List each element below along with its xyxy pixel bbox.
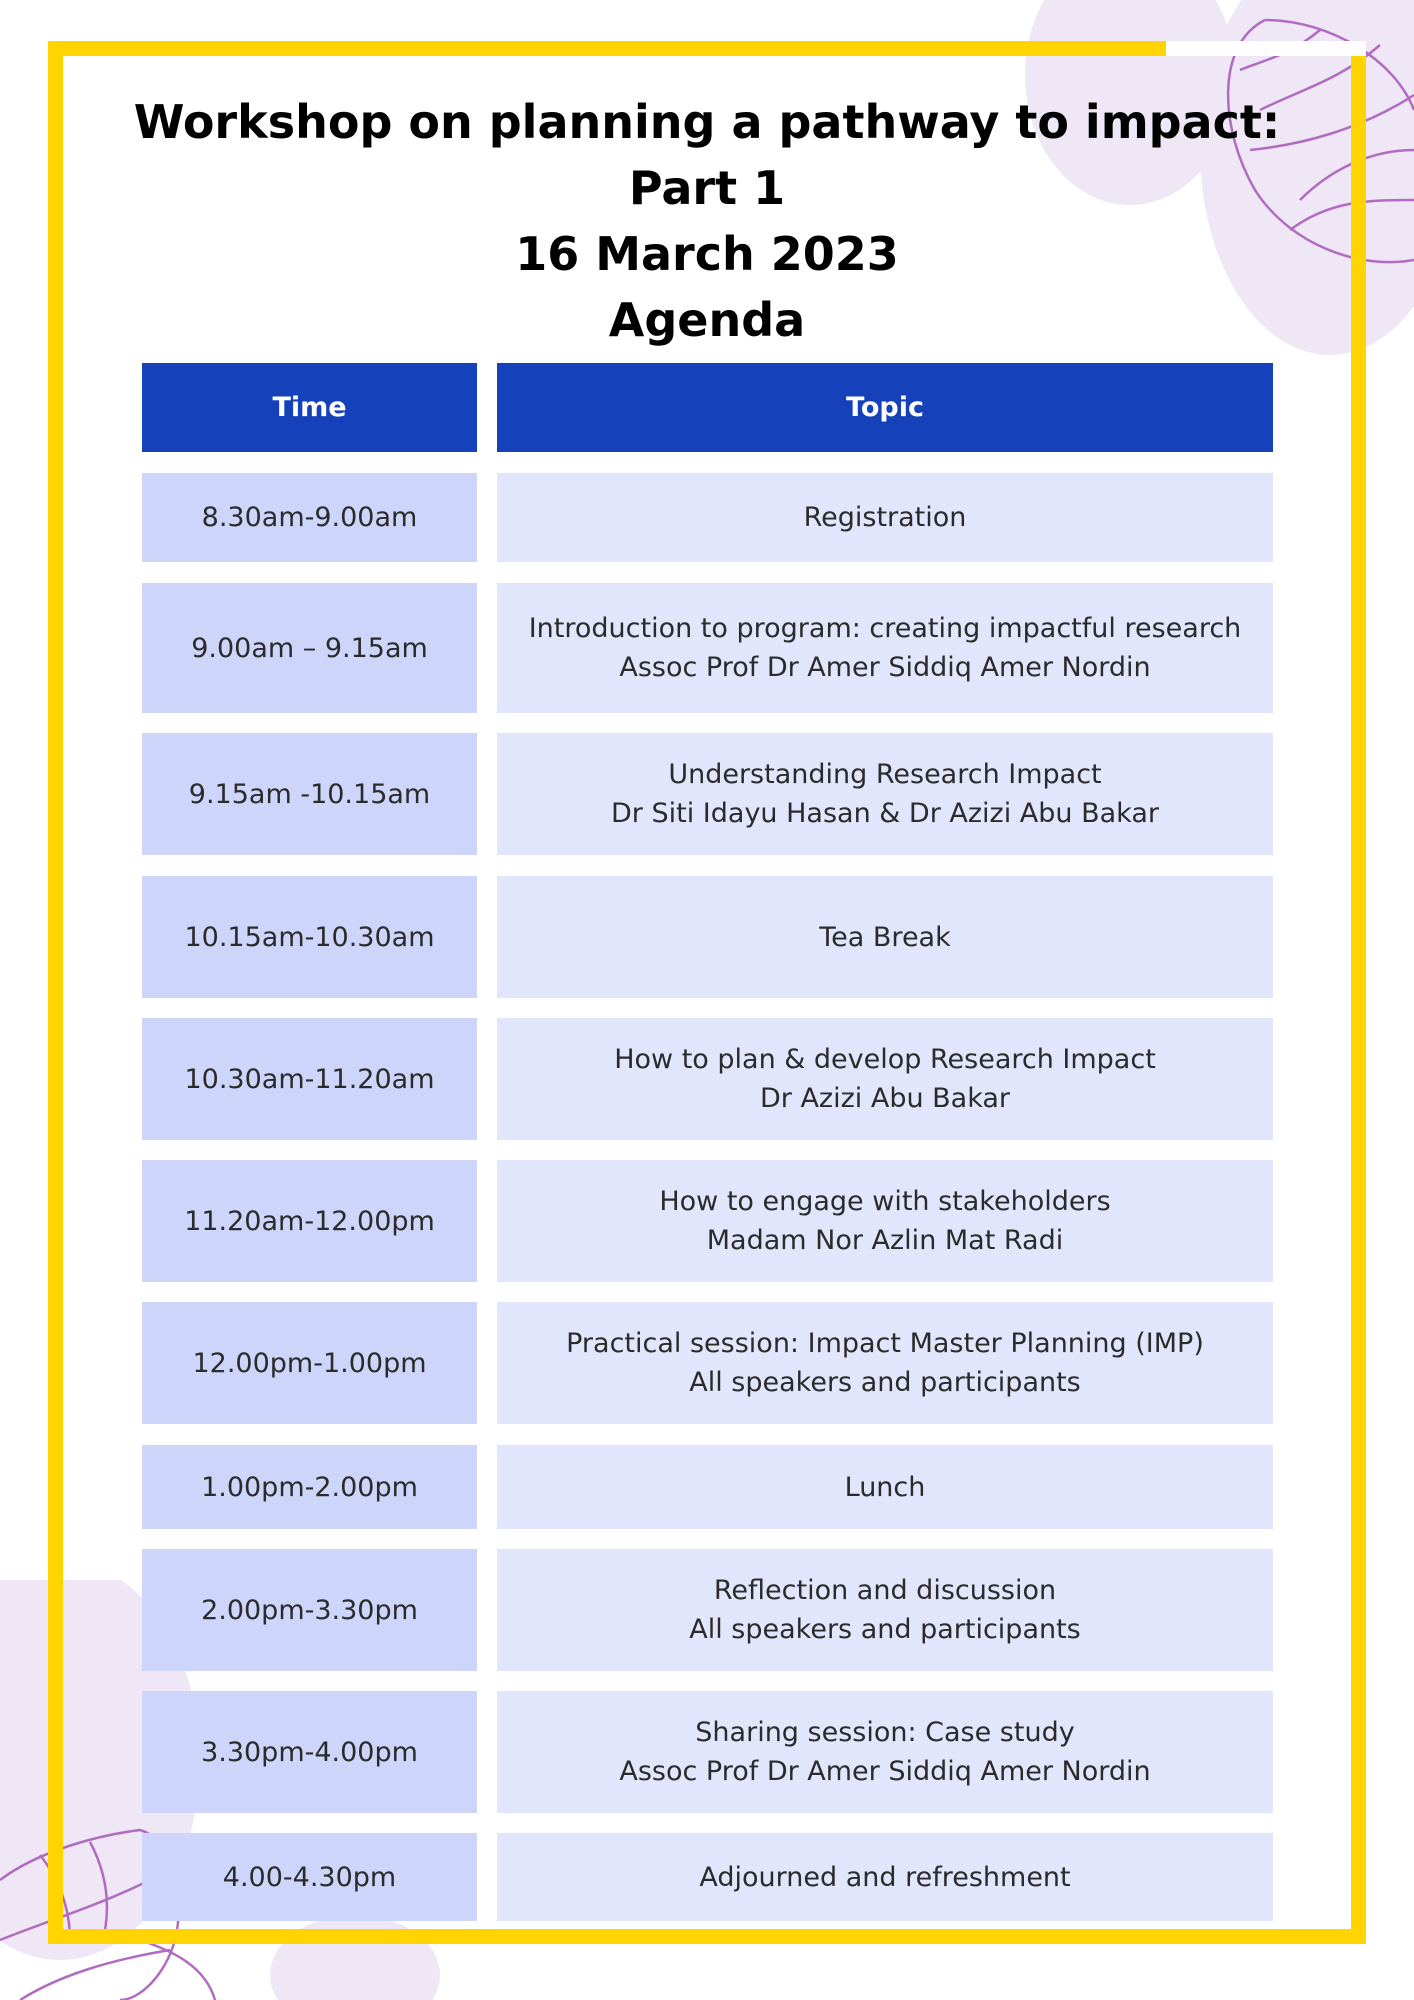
title-line-1: Workshop on planning a pathway to impact: (133, 95, 1281, 149)
topic-cell (497, 1018, 1273, 1140)
header-time (142, 363, 477, 452)
topic-text: Practical session: Impact Master Planning (IMP) (566, 1328, 1204, 1359)
time-cell (142, 1691, 477, 1813)
time-cell (142, 583, 477, 713)
time-cell (142, 876, 477, 998)
time-text: 2.00pm-3.30pm (201, 1594, 418, 1626)
time-text: 10.30am-11.20am (184, 1063, 435, 1095)
topic-cell (497, 876, 1273, 998)
header-time-label: Time (272, 392, 347, 423)
topic-cell (497, 1160, 1273, 1282)
time-cell (142, 1833, 477, 1921)
time-cell (142, 1445, 477, 1529)
topic-text: Registration (803, 502, 967, 533)
speaker-text: Assoc Prof Dr Amer Siddiq Amer Nordin (619, 652, 1151, 683)
time-cell (142, 1549, 477, 1671)
topic-cell (497, 1445, 1273, 1529)
topic-text: How to engage with stakeholders (659, 1186, 1111, 1217)
time-text: 12.00pm-1.00pm (192, 1347, 427, 1379)
topic-cell (497, 733, 1273, 855)
time-cell (142, 473, 477, 562)
frame-gap (1166, 41, 1366, 56)
page-title (0, 89, 1414, 353)
time-text: 3.30pm-4.00pm (201, 1736, 418, 1768)
topic-text: How to plan & develop Research Impact (614, 1044, 1156, 1075)
topic-text: Tea Break (819, 921, 951, 953)
speaker-text: Assoc Prof Dr Amer Siddiq Amer Nordin (619, 1756, 1151, 1787)
time-cell (142, 1302, 477, 1424)
topic-cell (497, 1833, 1273, 1921)
time-text: 11.20am-12.00pm (184, 1205, 435, 1237)
time-cell (142, 733, 477, 855)
time-text: 9.00am – 9.15am (191, 632, 428, 664)
speaker-text: Dr Azizi Abu Bakar (759, 1083, 1011, 1114)
topic-cell (497, 583, 1273, 713)
speaker-text: Madam Nor Azlin Mat Radi (706, 1225, 1064, 1256)
header-topic (497, 363, 1273, 452)
time-text: 9.15am -10.15am (188, 778, 431, 810)
title-line-3: 16 March 2023 (515, 227, 899, 281)
topic-text: Sharing session: Case study (695, 1717, 1075, 1748)
speaker-text: All speakers and participants (689, 1367, 1081, 1398)
speaker-text: Dr Siti Idayu Hasan & Dr Azizi Abu Bakar (611, 798, 1159, 829)
time-cell (142, 1160, 477, 1282)
topic-text: Lunch (844, 1471, 926, 1503)
header-topic-label: Topic (846, 392, 924, 423)
topic-cell (497, 473, 1273, 562)
topic-cell (497, 1691, 1273, 1813)
title-line-4: Agenda (608, 293, 806, 347)
topic-text: Understanding Research Impact (668, 759, 1102, 790)
topic-text: Adjourned and refreshment (699, 1861, 1071, 1893)
title-line-2: Part 1 (628, 161, 786, 215)
time-cell (142, 1018, 477, 1140)
topic-cell (497, 1302, 1273, 1424)
speaker-text: All speakers and participants (689, 1614, 1081, 1645)
time-text: 4.00-4.30pm (222, 1861, 397, 1893)
topic-cell (497, 1549, 1273, 1671)
time-text: 1.00pm-2.00pm (201, 1471, 418, 1503)
topic-text: Reflection and discussion (713, 1575, 1057, 1606)
time-text: 8.30am-9.00am (201, 502, 418, 533)
time-text: 10.15am-10.30am (184, 921, 435, 953)
topic-text: Introduction to program: creating impactful research (528, 613, 1242, 644)
